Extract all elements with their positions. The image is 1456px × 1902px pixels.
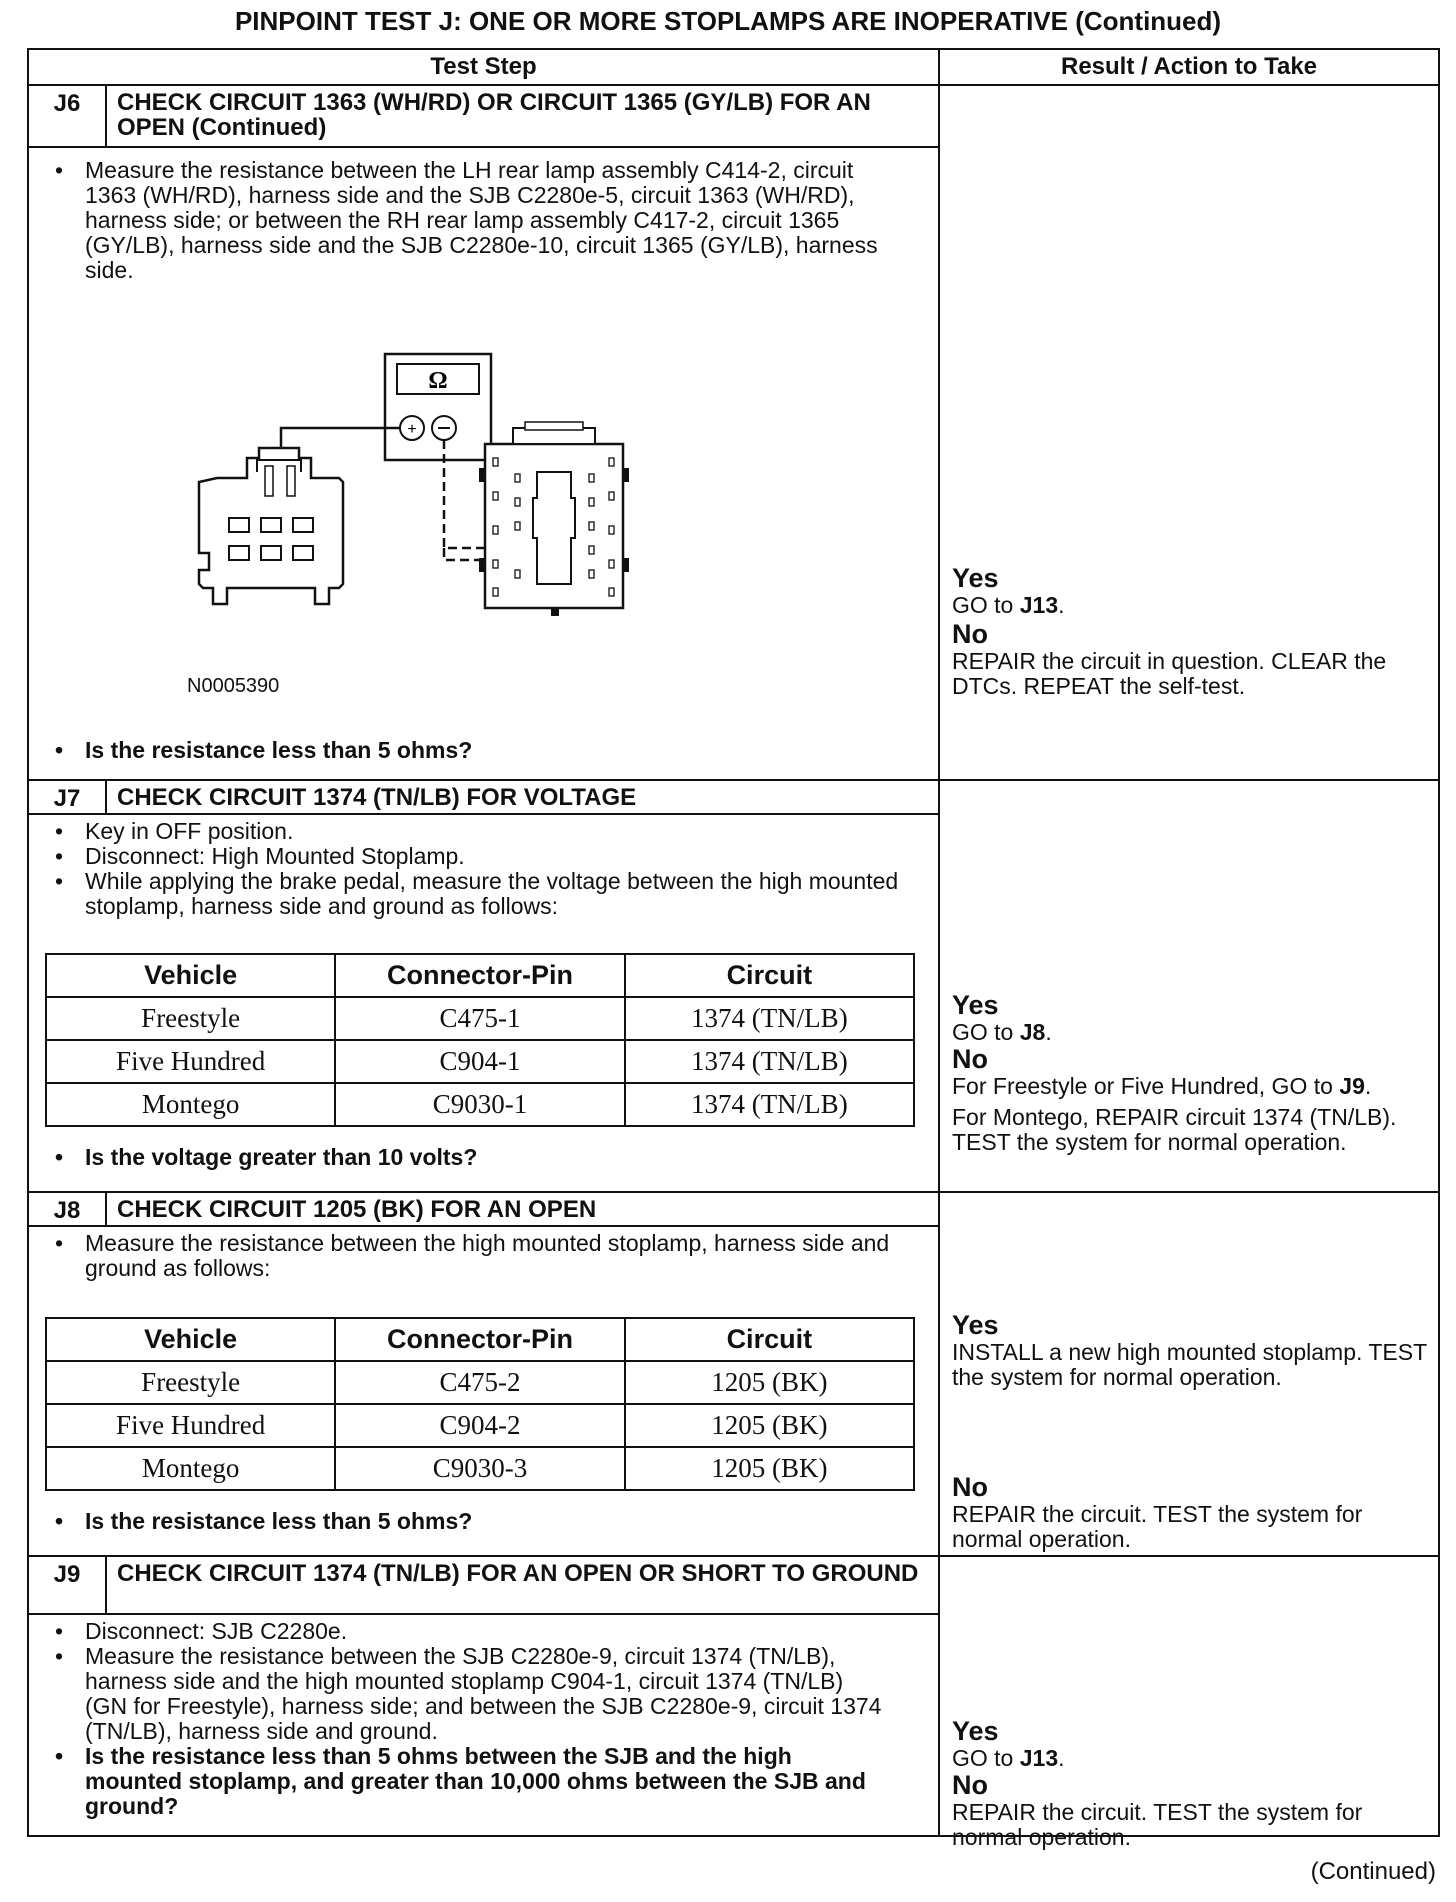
cell-circuit: 1374 (TN/LB) bbox=[625, 997, 914, 1040]
no-label-j9: No bbox=[952, 1770, 988, 1800]
cell-connector-pin: C9030-1 bbox=[335, 1083, 624, 1126]
vehicle-table-j7 bbox=[45, 953, 915, 1127]
vehicle-table-j8 bbox=[45, 1317, 915, 1491]
question-j7: • Is the voltage greater than 10 volts? bbox=[45, 1145, 922, 1170]
ohmmeter-connector-diagram bbox=[179, 348, 739, 658]
col-circuit: Circuit bbox=[625, 954, 914, 997]
yes-end-j7: . bbox=[1045, 1019, 1052, 1045]
step-j7-3: • While applying the brake pedal, measure the voltage between the high mounted stoplamp, harness side and ground as follows: bbox=[45, 869, 922, 919]
pinpoint-test-table bbox=[27, 48, 1440, 1850]
table-row bbox=[46, 997, 914, 1040]
step-j6-1: • Measure the resistance between the LH rear lamp assembly C414-2, circuit 1363 (WH/RD), harness side and the SJB C2280e-5, circuit 1363 (WH/RD), harness side; or between the RH rear lamp assembly C417-2, circuit 1365 (GY/LB), harness side and the SJB C2280e-10, circuit 1365 (GY/LB), harness side. bbox=[45, 158, 922, 283]
col-vehicle: Vehicle bbox=[46, 1318, 335, 1361]
cell-vehicle: Montego bbox=[46, 1083, 335, 1126]
cell-connector-pin: C475-1 bbox=[335, 997, 624, 1040]
plus-sign: + bbox=[407, 421, 417, 438]
yes-go-j7: GO to bbox=[952, 1019, 1020, 1045]
page-title: PINPOINT TEST J: ONE OR MORE STOPLAMPS ARE INOPERATIVE (Continued) bbox=[234, 6, 1222, 36]
step-heading-j8: CHECK CIRCUIT 1205 (BK) FOR AN OPEN bbox=[106, 1192, 939, 1226]
cell-vehicle: Montego bbox=[46, 1447, 335, 1490]
no-end-j7: . bbox=[1364, 1073, 1372, 1099]
figure-id: N0005390 bbox=[187, 675, 280, 697]
table-row bbox=[46, 1083, 914, 1126]
continued-label: (Continued) bbox=[1310, 1858, 1436, 1885]
yes-label-j7: Yes bbox=[952, 990, 999, 1020]
step-body-j7 bbox=[28, 814, 939, 1192]
result-cell-j6 bbox=[939, 85, 1439, 780]
header-result: Result / Action to Take bbox=[939, 49, 1439, 85]
cell-connector-pin: C904-1 bbox=[335, 1040, 624, 1083]
step-body-j8 bbox=[28, 1226, 939, 1556]
result-cell-j9 bbox=[939, 1556, 1439, 1850]
yes-target-j7: J8 bbox=[1019, 1019, 1046, 1045]
cell-vehicle: Five Hundred bbox=[46, 1040, 335, 1083]
cell-vehicle: Freestyle bbox=[46, 1361, 335, 1404]
lamp-connector-icon bbox=[199, 448, 343, 604]
question-j9: • Is the resistance less than 5 ohms between the SJB and the high mounted stoplamp, and greater than 10,000 ohms between the SJB and ground? bbox=[45, 1744, 882, 1819]
step-j9-2: • Measure the resistance between the SJB C2280e-9, circuit 1374 (TN/LB), harness side and the high mounted stoplamp C904-1, circuit 1374 (TN/LB) (GN for Freestyle), harness side; and between the SJB C2280e-9, circuit 1374 (TN/LB), harness side and ground. bbox=[45, 1644, 882, 1744]
yes-end-j9: . bbox=[1058, 1745, 1065, 1771]
yes-target-j6: J13 bbox=[1019, 592, 1059, 618]
cell-vehicle: Five Hundred bbox=[46, 1404, 335, 1447]
result-cell-j7 bbox=[939, 780, 1439, 1192]
yes-end-j6: . bbox=[1058, 592, 1065, 618]
step-heading-j9: CHECK CIRCUIT 1374 (TN/LB) FOR AN OPEN OR SHORT TO GROUND bbox=[106, 1556, 939, 1614]
col-connector-pin: Connector-Pin bbox=[335, 1318, 624, 1361]
step-id-j6: J6 bbox=[28, 85, 106, 147]
yes-text-j8: INSTALL a new high mounted stoplamp. TEST the system for normal operation. bbox=[952, 1339, 1427, 1390]
cell-circuit: 1374 (TN/LB) bbox=[625, 1040, 914, 1083]
step-id-j8: J8 bbox=[28, 1192, 106, 1226]
step-id-j7: J7 bbox=[28, 780, 106, 814]
table-row bbox=[46, 1361, 914, 1404]
yes-label-j8: Yes bbox=[952, 1310, 999, 1340]
col-connector-pin: Connector-Pin bbox=[335, 954, 624, 997]
cell-connector-pin: C9030-3 bbox=[335, 1447, 624, 1490]
yes-label-j6: Yes bbox=[952, 563, 999, 593]
question-j8: • Is the resistance less than 5 ohms? bbox=[45, 1509, 922, 1534]
step-heading-j6: CHECK CIRCUIT 1363 (WH/RD) OR CIRCUIT 1365 (GY/LB) FOR AN OPEN (Continued) bbox=[106, 85, 939, 147]
table-row bbox=[46, 1040, 914, 1083]
no-text-j9: REPAIR the circuit. TEST the system for normal operation. bbox=[952, 1799, 1363, 1850]
cell-circuit: 1205 (BK) bbox=[625, 1447, 914, 1490]
no-text-j6: REPAIR the circuit in question. CLEAR the DTCs. REPEAT the self-test. bbox=[952, 648, 1387, 699]
yes-go-j6: GO to bbox=[952, 592, 1020, 618]
no-text1-j7: For Freestyle or Five Hundred, GO to bbox=[952, 1073, 1340, 1099]
yes-target-j9: J13 bbox=[1019, 1745, 1059, 1771]
yes-label-j9: Yes bbox=[952, 1716, 999, 1746]
step-id-j9: J9 bbox=[28, 1556, 106, 1614]
step-body-j6 bbox=[28, 147, 939, 780]
step-j7-2: • Disconnect: High Mounted Stoplamp. bbox=[45, 844, 922, 869]
ohm-symbol: Ω bbox=[428, 368, 448, 394]
step-j8-1: • Measure the resistance between the high mounted stoplamp, harness side and ground as follows: bbox=[45, 1231, 922, 1281]
header-test-step: Test Step bbox=[28, 49, 939, 85]
cell-circuit: 1205 (BK) bbox=[625, 1361, 914, 1404]
no-target-j7: J9 bbox=[1339, 1073, 1365, 1099]
no-text2-j7: For Montego, REPAIR circuit 1374 (TN/LB). TEST the system for normal operation. bbox=[952, 1104, 1397, 1155]
col-circuit: Circuit bbox=[625, 1318, 914, 1361]
cell-connector-pin: C475-2 bbox=[335, 1361, 624, 1404]
question-j6: • Is the resistance less than 5 ohms? bbox=[45, 738, 922, 763]
step-body-j9 bbox=[28, 1614, 939, 1836]
no-text-j8: REPAIR the circuit. TEST the system for normal operation. bbox=[952, 1501, 1363, 1552]
step-j7-1: • Key in OFF position. bbox=[45, 819, 922, 844]
cell-connector-pin: C904-2 bbox=[335, 1404, 624, 1447]
step-heading-j7: CHECK CIRCUIT 1374 (TN/LB) FOR VOLTAGE bbox=[106, 780, 939, 814]
no-label-j7: No bbox=[952, 1044, 988, 1074]
result-cell-j8 bbox=[939, 1192, 1439, 1556]
table-row bbox=[46, 1447, 914, 1490]
table-row bbox=[46, 1404, 914, 1447]
cell-circuit: 1205 (BK) bbox=[625, 1404, 914, 1447]
no-label-j6: No bbox=[952, 619, 988, 649]
col-vehicle: Vehicle bbox=[46, 954, 335, 997]
no-label-j8: No bbox=[952, 1472, 988, 1502]
cell-vehicle: Freestyle bbox=[46, 997, 335, 1040]
yes-go-j9: GO to bbox=[952, 1745, 1020, 1771]
cell-circuit: 1374 (TN/LB) bbox=[625, 1083, 914, 1126]
step-j9-1: • Disconnect: SJB C2280e. bbox=[45, 1619, 882, 1644]
